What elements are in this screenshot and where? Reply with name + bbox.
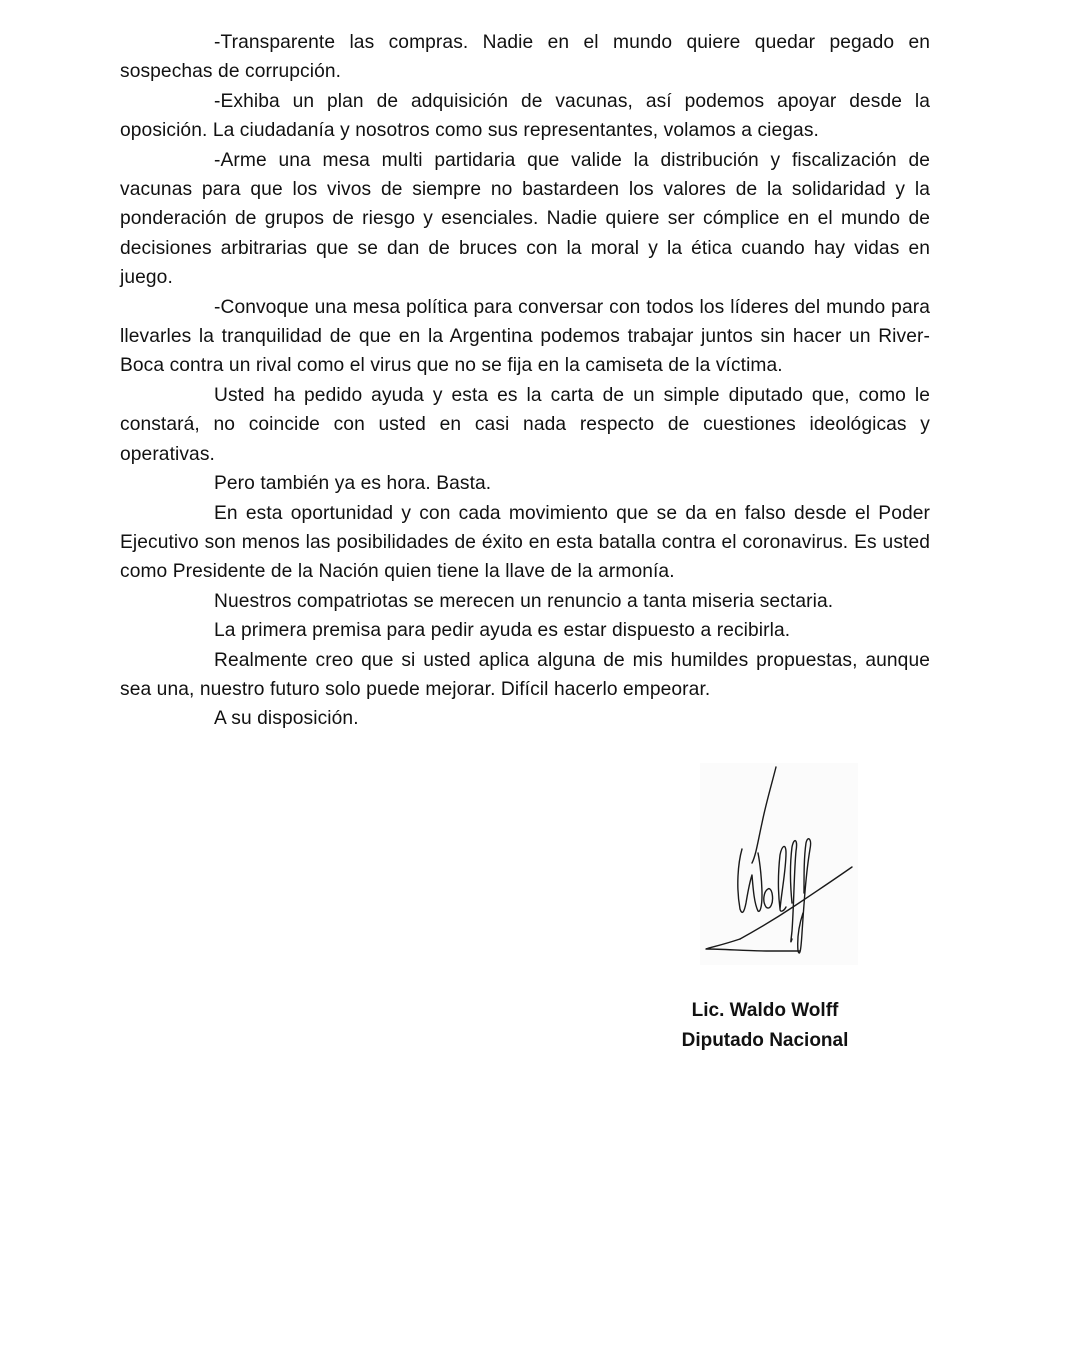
paragraph-political-table: -Convoque una mesa política para conversar con todos los líderes del mundo para llevarles la tranquilidad de que en la Argentina podemos trabajar juntos sin hacer un River-Boca contra un rival como el virus que no se fija en la camiseta de la víctima. <box>120 296 930 377</box>
signer-name: Lic. Waldo Wolff <box>691 1000 839 1021</box>
paragraph-vaccine-plan: -Exhiba un plan de adquisición de vacunas, así podemos apoyar desde la oposición. La ciudadanía y nosotros como sus representantes, volamos a ciegas. <box>120 90 930 142</box>
paragraph-opportunity: En esta oportunidad y con cada movimiento que se da en falso desde el Poder Ejecutivo son menos las posibilidades de éxito en esta batalla contra el coronavirus. Es usted como Presidente de la Nación quien tiene la llave de la armonía. <box>120 502 930 583</box>
paragraph-compatriots: Nuestros compatriotas se merecen un renuncio a tanta miseria sectaria. <box>214 590 834 612</box>
paragraph-transparency: -Transparente las compras. Nadie en el mundo quiere quedar pegado en sospechas de corrupción. <box>120 32 930 83</box>
signer-title: Diputado Nacional <box>681 1030 849 1051</box>
signer-block <box>640 996 890 1056</box>
paragraph-enough: Pero también ya es hora. Basta. <box>214 473 492 495</box>
paragraph-first-premise: La primera premisa para pedir ayuda es estar dispuesto a recibirla. <box>214 620 791 642</box>
handwritten-signature <box>700 763 858 965</box>
paragraph-closing: A su disposición. <box>214 708 359 730</box>
signature-icon <box>700 763 858 965</box>
letter-body <box>120 28 930 734</box>
paragraph-help-request: Usted ha pedido ayuda y esta es la carta de un simple diputado que, como le constará, no coincide con usted en casi nada respecto de cuestiones ideológicas y operativas. <box>120 384 930 465</box>
paragraph-proposals: Realmente creo que si usted aplica alguna de mis humildes propuestas, aunque sea una, nuestro futuro solo puede mejorar. Difícil hacerlo empeorar. <box>120 649 930 700</box>
paragraph-multiparty-table: -Arme una mesa multi partidaria que valide la distribución y fiscalización de vacunas para que los vivos de siempre no bastardeen los valores de la solidaridad y la ponderación de grupos de riesgo y esenciales. Nadie quiere ser cómplice en el mundo de decisiones arbitrarias que se dan de bruces con la moral y la ética cuando hay vidas en juego. <box>120 149 930 289</box>
